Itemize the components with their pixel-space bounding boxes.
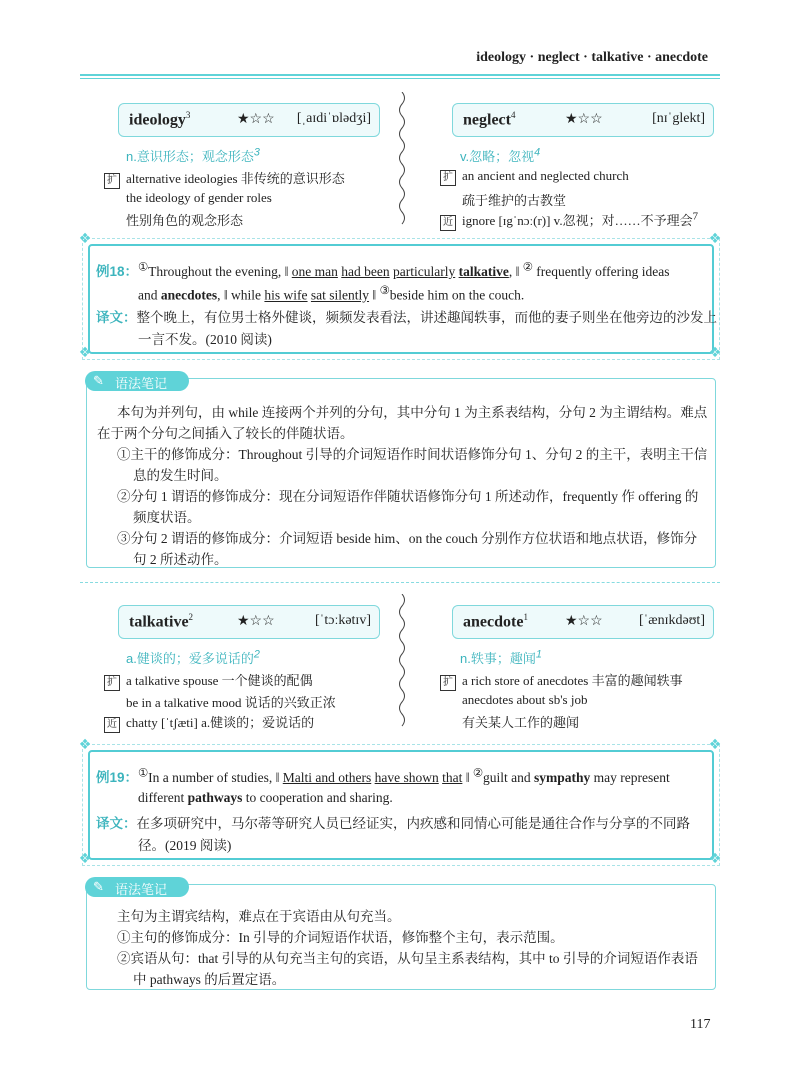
entry-anecdote-headbox <box>452 605 714 639</box>
tag-synonym: 近 <box>440 215 456 231</box>
entry-line: 扩 an ancient and neglected church <box>440 168 629 186</box>
page-number: 117 <box>690 1017 711 1032</box>
phonetic: [ˌaɪdiˈɒlədʒi] <box>296 111 371 126</box>
headword: anecdote$^1$ <box>463 612 528 631</box>
entry-line: 有关某人工作的趣闻 <box>462 715 580 730</box>
grammar-note-tag: ✎ 语法笔记 <box>85 371 189 391</box>
ornament-icon: ❖ <box>708 231 722 247</box>
entry-line: 扩 a rich store of anecdotes 丰富的趣闻轶事 <box>440 670 683 691</box>
grammar-line: 本句为并列句，由 while 连接两个并列的分句，其中分句 1 为主系表结构，分句 2 为主谓结构。难点 <box>117 405 708 420</box>
example-19 <box>88 750 714 860</box>
entry-ideology-headbox <box>118 103 380 137</box>
entry-line: 扩 alternative ideologies 非传统的意识形态 <box>104 168 345 189</box>
ornament-icon: ❖ <box>78 737 92 753</box>
entry-meaning: n.轶事；趣闻$^1$ <box>460 648 542 666</box>
grammar-line: ②宾语从句：that 引导的从句充当主句的宾语，从句呈主系表结构，其中 to 引导的介词短语作表语 <box>117 951 698 966</box>
example-en-line-1: 例18：①Throughout the evening, ‖ one man had been particularly talkative, ‖ ② frequently offering ideas <box>96 261 670 279</box>
pen-icon: ✎ <box>93 373 104 388</box>
tag-expand: 扩 <box>104 173 120 189</box>
rating-stars: ★☆☆ <box>237 614 275 629</box>
grammar-note-tag: ✎ 语法笔记 <box>85 877 189 897</box>
grammar-line: 息的发生时间。 <box>133 468 228 483</box>
headword: ideology$^3$ <box>129 110 191 129</box>
grammar-line: ①主句的修饰成分：In 引导的介词短语作状语，修饰整个主句，表示范围。 <box>117 930 564 945</box>
grammar-line: ③分句 2 谓语的修饰成分：介词短语 beside him、on the couch 分别作方位状语和地点状语，修饰分 <box>117 531 698 546</box>
entry-neglect-headbox <box>452 103 714 137</box>
tag-expand: 扩 <box>440 675 456 691</box>
headword: neglect$^4$ <box>463 110 516 129</box>
headword: talkative$^2$ <box>129 612 194 631</box>
entry-line: 性别角色的观念形态 <box>126 213 244 228</box>
phonetic: [nɪˈglekt] <box>652 111 705 126</box>
entry-line: 疏于维护的古教堂 <box>462 193 567 208</box>
rating-stars: ★☆☆ <box>565 112 603 127</box>
tag-synonym: 近 <box>104 717 120 733</box>
example-en-line-2: different pathways to cooperation and sharing. <box>138 790 393 805</box>
header-title: ideology · neglect · talkative · anecdote <box>476 50 708 65</box>
running-header <box>0 44 800 76</box>
grammar-line: 中 pathways 的后置定语。 <box>133 972 286 987</box>
grammar-line: 在于两个分句之间插入了较长的伴随状语。 <box>97 426 354 441</box>
entry-line: the ideology of gender roles <box>126 190 272 205</box>
column-divider <box>396 92 408 230</box>
grammar-line: ①主干的修饰成分：Throughout 引导的介词短语作时间状语修饰分句 1、分句 2 的主干，表明主干信 <box>117 447 708 462</box>
entry-meaning: v.忽略；忽视$^4$ <box>460 146 541 164</box>
grammar-note-1 <box>86 373 716 568</box>
column-divider <box>396 594 408 732</box>
example-en-line-1: 例19：①In a number of studies, ‖ Malti and others have shown that ‖ ②guilt and sympathy may represent <box>96 767 670 785</box>
entry-line: 扩 a talkative spouse 一个健谈的配偶 <box>104 670 313 691</box>
entry-line: anecdotes about sb's job <box>462 692 588 707</box>
example-translation-1: 译文：在多项研究中，马尔蒂等研究人员已经证实，内疚感和同情心可能是通往合作与分享的不同路 <box>96 816 690 831</box>
pen-icon: ✎ <box>93 879 104 894</box>
ornament-icon: ❖ <box>708 851 722 867</box>
example-translation-2: 径。(2019 阅读) <box>138 838 232 853</box>
example-18 <box>88 244 717 354</box>
ornament-icon: ❖ <box>708 345 722 361</box>
header-rule-thin <box>80 78 720 79</box>
grammar-line: 频度状语。 <box>133 510 201 525</box>
example-translation-2: 一言不发。(2010 阅读) <box>138 332 272 347</box>
entry-line: be in a talkative mood 说话的兴致正浓 <box>126 695 336 710</box>
grammar-line: 主句为主谓宾结构，难点在于宾语由从句充当。 <box>117 909 401 924</box>
ornament-icon: ❖ <box>78 345 92 361</box>
grammar-line: 句 2 所述动作。 <box>133 552 228 567</box>
grammar-note-2 <box>86 879 716 990</box>
entry-line: 近 ignore [ɪgˈnɔː(r)] v.忽视；对……不予理会$^7$ <box>440 210 698 231</box>
entry-talkative-headbox <box>118 605 380 639</box>
rating-stars: ★☆☆ <box>565 614 603 629</box>
entry-meaning: a.健谈的；爱多说话的$^2$ <box>126 648 260 666</box>
rating-stars: ★☆☆ <box>237 112 275 127</box>
ornament-icon: ❖ <box>78 231 92 247</box>
ornament-icon: ❖ <box>708 737 722 753</box>
phonetic: [ˈtɔːkətɪv] <box>315 613 371 628</box>
header-rule <box>80 74 720 76</box>
entry-line: 近 chatty [ˈtʃæti] a.健谈的；爱说话的 <box>104 712 314 733</box>
grammar-line: ②分句 1 谓语的修饰成分：现在分词短语作伴随状语修饰分句 1 所述动作，frequently 作 offering 的 <box>117 489 699 504</box>
entry-meaning: n.意识形态；观念形态$^3$ <box>126 146 260 164</box>
ornament-icon: ❖ <box>78 851 92 867</box>
section-divider <box>80 582 720 583</box>
example-translation-1: 译文：整个晚上，有位男士格外健谈，频频发表看法，讲述趣闻轶事，而他的妻子则坐在他旁边的沙发上 <box>96 310 717 325</box>
example-en-line-2: and anecdotes, ‖ while his wife sat silently ‖ ③beside him on the couch. <box>138 285 525 303</box>
tag-expand: 扩 <box>440 170 456 186</box>
phonetic: [ˈænɪkdəʊt] <box>638 613 705 628</box>
tag-expand: 扩 <box>104 675 120 691</box>
